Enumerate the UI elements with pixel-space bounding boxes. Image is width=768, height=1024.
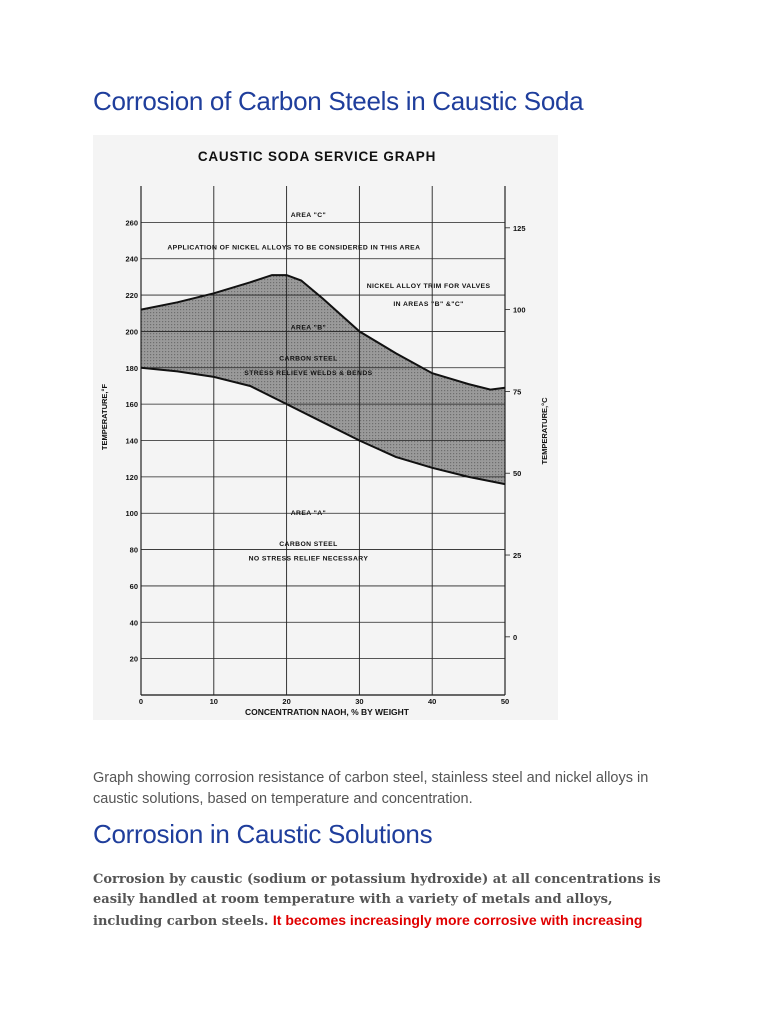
highlighted-text: It becomes increasingly more corrosive with increasing bbox=[272, 912, 643, 928]
chart-annotation: AREA "A" bbox=[290, 510, 327, 518]
x-tick-label: 40 bbox=[428, 697, 437, 706]
y-tick-label: 260 bbox=[125, 218, 138, 228]
y-tick-label: 160 bbox=[125, 400, 138, 410]
y2-tick-label: 125 bbox=[513, 223, 526, 233]
caustic-soda-service-graph bbox=[93, 135, 558, 720]
article-title: Corrosion of Carbon Steels in Caustic Soda bbox=[93, 86, 584, 116]
paragraph-text: Corrosion by caustic (sodium or potassium hydroxide) at all concentrations is easily handled at room temperature with a variety of metals and alloys, including carbon steels. bbox=[93, 872, 661, 929]
y2-tick-label: 75 bbox=[513, 387, 522, 397]
y-tick-label: 240 bbox=[125, 254, 138, 264]
y-tick-label: 100 bbox=[125, 509, 138, 519]
y2-tick-label: 0 bbox=[513, 632, 518, 642]
chart-annotation: NO STRESS RELIEF NECESSARY bbox=[248, 555, 369, 563]
y-axis-label: TEMPERATURE,°F bbox=[100, 383, 109, 451]
chart-annotation: NICKEL ALLOY TRIM FOR VALVES bbox=[366, 282, 491, 290]
y-tick-label: 40 bbox=[129, 618, 138, 628]
chart-annotation: APPLICATION OF NICKEL ALLOYS TO BE CONSIDERED IN THIS AREA bbox=[167, 244, 421, 252]
chart-annotation: STRESS RELIEVE WELDS & BENDS bbox=[244, 370, 373, 378]
x-tick-label: 50 bbox=[500, 697, 510, 706]
y2-tick-label: 25 bbox=[513, 551, 522, 561]
x-tick-label: 10 bbox=[209, 697, 218, 706]
chart-title: CAUSTIC SODA SERVICE GRAPH bbox=[197, 149, 437, 164]
figure-caption: Graph showing corrosion resistance of carbon steel, stainless steel and nickel alloys in caustic solutions, based on temperature and concentration. bbox=[93, 770, 649, 807]
y-tick-label: 80 bbox=[129, 545, 138, 555]
y-tick-label: 140 bbox=[125, 436, 138, 446]
chart-annotation: IN AREAS "B" &"C" bbox=[393, 300, 464, 308]
y2-tick-label: 50 bbox=[513, 469, 522, 479]
chart-annotation: AREA "C" bbox=[290, 211, 327, 219]
body-paragraph bbox=[93, 870, 683, 932]
y2-axis-label: TEMPERATURE,°C bbox=[540, 397, 549, 465]
y-tick-label: 200 bbox=[125, 327, 138, 337]
chart-annotation: CARBON STEEL bbox=[279, 355, 338, 363]
x-tick-label: 30 bbox=[355, 697, 364, 706]
y-tick-label: 180 bbox=[125, 363, 138, 373]
chart-annotation: CARBON STEEL bbox=[279, 540, 338, 548]
y-tick-label: 60 bbox=[129, 581, 138, 591]
y2-tick-label: 100 bbox=[513, 305, 526, 315]
x-axis-label: CONCENTRATION NAOH, % BY WEIGHT bbox=[244, 707, 410, 717]
y-tick-label: 220 bbox=[125, 291, 138, 301]
y-tick-label: 120 bbox=[125, 472, 138, 482]
chart-annotation: AREA "B" bbox=[290, 324, 327, 332]
section-title: Corrosion in Caustic Solutions bbox=[93, 819, 433, 849]
y-tick-label: 20 bbox=[129, 654, 138, 664]
chart-svg bbox=[93, 135, 558, 720]
x-tick-label: 0 bbox=[138, 697, 144, 706]
x-tick-label: 20 bbox=[282, 697, 291, 706]
